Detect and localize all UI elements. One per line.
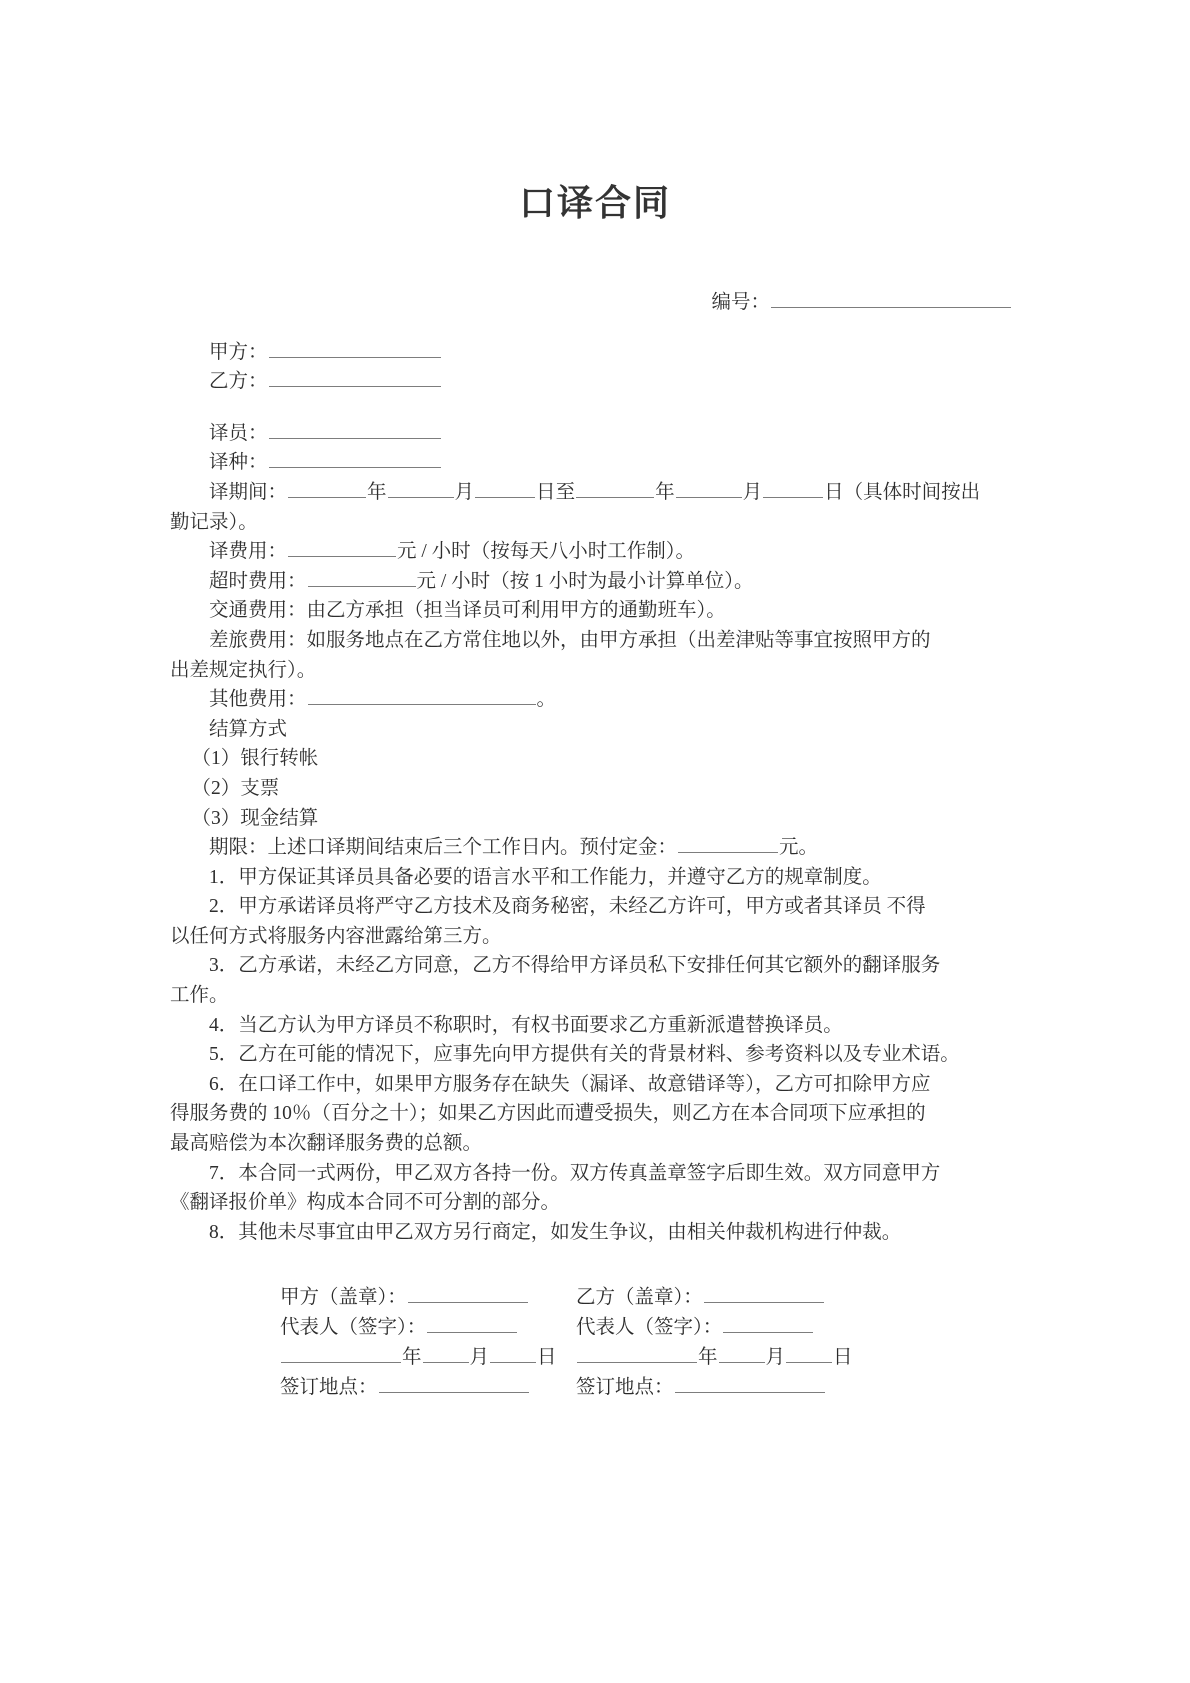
translation-fee-label: 译费用： xyxy=(209,541,288,563)
party-a-place-blank[interactable] xyxy=(379,1374,529,1394)
clause-3 xyxy=(170,951,1020,981)
settlement-heading: 结算方式 xyxy=(209,718,288,740)
translation-fee-row xyxy=(170,537,1020,567)
party-a-day-unit: 日 xyxy=(537,1347,557,1369)
clause-3-number: 3． xyxy=(209,955,239,977)
language-label: 译种： xyxy=(209,452,268,474)
serial-number-blank[interactable] xyxy=(771,288,1011,308)
travel-fee-label: 差旅费用： xyxy=(209,629,307,651)
overtime-fee-label: 超时费用： xyxy=(209,570,307,592)
clause-1 xyxy=(170,863,1020,893)
party-a-year-blank[interactable] xyxy=(281,1344,401,1364)
party-b-seal-blank[interactable] xyxy=(704,1284,824,1304)
clause-8-number: 8． xyxy=(209,1221,239,1243)
translation-fee-unit: 元 / 小时 xyxy=(397,541,471,563)
interpreter-row xyxy=(170,419,1020,449)
other-fee-blank[interactable] xyxy=(308,686,536,706)
clause-2-cont: 以任何方式将服务内容泄露给第三方。 xyxy=(170,925,502,947)
clause-2 xyxy=(170,892,1020,922)
party-a-rep-blank[interactable] xyxy=(427,1314,517,1334)
party-b-label: 乙方： xyxy=(209,371,268,393)
other-fee-suffix: 。 xyxy=(536,689,557,711)
translation-fee-blank[interactable] xyxy=(288,538,396,558)
party-a-place-label: 签订地点： xyxy=(280,1377,378,1399)
party-b-day-unit: 日 xyxy=(833,1347,853,1369)
clause-8-text: 其他未尽事宜由甲乙双方另行商定，如发生争议，由相关仲裁机构进行仲裁。 xyxy=(238,1221,902,1243)
signature-party-a xyxy=(280,1283,557,1403)
party-b-row xyxy=(170,367,1020,397)
clause-7-text: 本合同一式两份，甲乙双方各持一份。双方传真盖章签字后即生效。双方同意甲方 xyxy=(238,1162,941,1184)
overtime-fee-note: （按 1 小时为最小计算单位）。 xyxy=(490,570,754,592)
clause-8 xyxy=(170,1218,1020,1248)
party-a-day-blank[interactable] xyxy=(490,1344,536,1364)
clause-7-cont: 《翻译报价单》构成本合同不可分割的部分。 xyxy=(170,1192,561,1214)
party-b-day-blank[interactable] xyxy=(786,1344,832,1364)
clause-6-number: 6． xyxy=(209,1073,239,1095)
party-b-seal-row xyxy=(576,1283,844,1313)
clause-4-number: 4． xyxy=(209,1014,239,1036)
travel-fee-row xyxy=(170,626,1020,656)
party-a-place-row xyxy=(280,1373,548,1403)
clause-5 xyxy=(170,1040,1020,1070)
transport-fee-text: 由乙方承担（担当译员可利用甲方的通勤班车）。 xyxy=(306,600,726,622)
settlement-term-text: 上述口译期间结束后三个工作日内。预付定金： xyxy=(267,837,678,859)
page-title: 口译合同 xyxy=(518,182,671,223)
spacer xyxy=(170,397,1020,419)
transport-fee-row xyxy=(170,596,1020,626)
interpreter-blank[interactable] xyxy=(269,419,441,439)
party-a-month-unit: 月 xyxy=(469,1347,490,1369)
document-body xyxy=(0,288,1190,1247)
party-a-rep-row xyxy=(280,1313,548,1343)
clause-6-cont-2: 最高赔偿为本次翻译服务费的总额。 xyxy=(170,1133,483,1155)
clause-1-number: 1． xyxy=(209,866,239,888)
other-fee-row xyxy=(170,685,1020,715)
party-b-rep-label: 代表人（签字）： xyxy=(576,1317,723,1339)
period-end-month-unit: 月 xyxy=(742,481,763,503)
clause-1-text: 甲方保证其译员具备必要的语言水平和工作能力，并遵守乙方的规章制度。 xyxy=(238,866,882,888)
signature-block xyxy=(0,1283,1190,1403)
period-start-year-unit: 年 xyxy=(367,481,387,503)
party-a-label: 甲方： xyxy=(209,341,268,363)
period-start-day-unit: 日 xyxy=(536,481,556,503)
overtime-fee-unit: 元 / 小时 xyxy=(416,570,491,592)
clause-5-text: 乙方在可能的情况下，应事先向甲方提供有关的背景材料、参考资料以及专业术语。 xyxy=(238,1044,960,1066)
clause-3-text: 乙方承诺，未经乙方同意，乙方不得给甲方译员私下安排任何其它额外的翻译服务 xyxy=(238,955,941,977)
period-note-cont: 勤记录）。 xyxy=(170,511,258,533)
party-a-year-unit: 年 xyxy=(402,1347,422,1369)
party-b-seal-label: 乙方（盖章）： xyxy=(576,1287,703,1309)
party-a-seal-row xyxy=(280,1283,548,1313)
period-row xyxy=(170,478,1020,508)
language-blank[interactable] xyxy=(269,449,441,469)
period-start-month-unit: 月 xyxy=(454,481,475,503)
signature-party-b xyxy=(576,1283,853,1403)
party-a-date-row xyxy=(280,1343,557,1373)
period-start-month-blank[interactable] xyxy=(388,478,454,498)
party-a-seal-label: 甲方（盖章）： xyxy=(280,1287,407,1309)
period-note-open: （具体时间按出 xyxy=(843,481,981,503)
period-end-month-blank[interactable] xyxy=(676,478,742,498)
clause-3-cont: 工作。 xyxy=(170,985,229,1007)
party-b-place-blank[interactable] xyxy=(675,1374,825,1394)
party-a-row xyxy=(170,338,1020,368)
settlement-option-check: （2）支票 xyxy=(191,777,280,799)
period-label: 译期间： xyxy=(209,481,288,503)
party-b-rep-row xyxy=(576,1313,844,1343)
settlement-option-bank: （1）银行转帐 xyxy=(191,748,319,770)
party-b-month-blank[interactable] xyxy=(719,1344,765,1364)
travel-fee-text-line1: 如服务地点在乙方常住地以外，由甲方承担（出差津贴等事宜按照甲方的 xyxy=(306,629,931,651)
party-b-date-row xyxy=(576,1343,853,1373)
party-b-year-unit: 年 xyxy=(698,1347,718,1369)
overtime-fee-row xyxy=(170,567,1020,597)
deposit-unit: 元。 xyxy=(779,837,819,859)
clause-2-number: 2． xyxy=(209,896,239,918)
period-end-year-unit: 年 xyxy=(655,481,675,503)
settlement-option-cash: （3）现金结算 xyxy=(191,807,319,829)
period-start-year-blank[interactable] xyxy=(288,478,366,498)
party-a-rep-label: 代表人（签字）： xyxy=(280,1317,427,1339)
clause-6-cont-1: 得服务费的 10％（百分之十）；如果乙方因此而遭受损失，则乙方在本合同项下应承担的 xyxy=(170,1103,926,1125)
clause-2-text: 甲方承诺译员将严守乙方技术及商务秘密，未经乙方许可，甲方或者其译员 不得 xyxy=(238,896,926,918)
clause-5-number: 5． xyxy=(209,1044,239,1066)
party-b-rep-blank[interactable] xyxy=(723,1314,813,1334)
settlement-term-row xyxy=(170,833,1020,863)
period-end-day-unit: 日 xyxy=(824,481,844,503)
clause-4 xyxy=(170,1011,1020,1041)
language-row xyxy=(170,448,1020,478)
translation-fee-note: （按每天八小时工作制）。 xyxy=(470,541,695,563)
serial-number-row xyxy=(170,288,1020,318)
settlement-term-label: 期限： xyxy=(209,837,268,859)
party-a-seal-blank[interactable] xyxy=(408,1284,528,1304)
party-b-blank[interactable] xyxy=(269,368,441,388)
period-start-day-blank[interactable] xyxy=(475,478,535,498)
party-a-month-blank[interactable] xyxy=(423,1344,469,1364)
party-a-blank[interactable] xyxy=(269,338,441,358)
other-fee-label: 其他费用： xyxy=(209,689,307,711)
serial-number-label: 编号： xyxy=(711,292,770,313)
clause-7 xyxy=(170,1159,1020,1189)
clause-6 xyxy=(170,1070,1020,1100)
deposit-blank[interactable] xyxy=(678,834,778,854)
party-b-year-blank[interactable] xyxy=(577,1344,697,1364)
clause-6-text: 在口译工作中，如果甲方服务存在缺失（漏译、故意错译等），乙方可扣除甲方应 xyxy=(238,1073,931,1095)
clause-7-number: 7． xyxy=(209,1162,239,1184)
overtime-fee-blank[interactable] xyxy=(308,567,416,587)
transport-fee-label: 交通费用： xyxy=(209,600,307,622)
interpreter-label: 译员： xyxy=(209,422,268,444)
clause-4-text: 当乙方认为甲方译员不称职时，有权书面要求乙方重新派遣替换译员。 xyxy=(238,1014,843,1036)
period-end-day-blank[interactable] xyxy=(763,478,823,498)
party-b-month-unit: 月 xyxy=(765,1347,786,1369)
period-to: 至 xyxy=(555,481,576,503)
period-end-year-blank[interactable] xyxy=(576,478,654,498)
party-b-place-row xyxy=(576,1373,844,1403)
party-b-place-label: 签订地点： xyxy=(576,1377,674,1399)
travel-fee-text-line2: 出差规定执行）。 xyxy=(170,659,317,681)
